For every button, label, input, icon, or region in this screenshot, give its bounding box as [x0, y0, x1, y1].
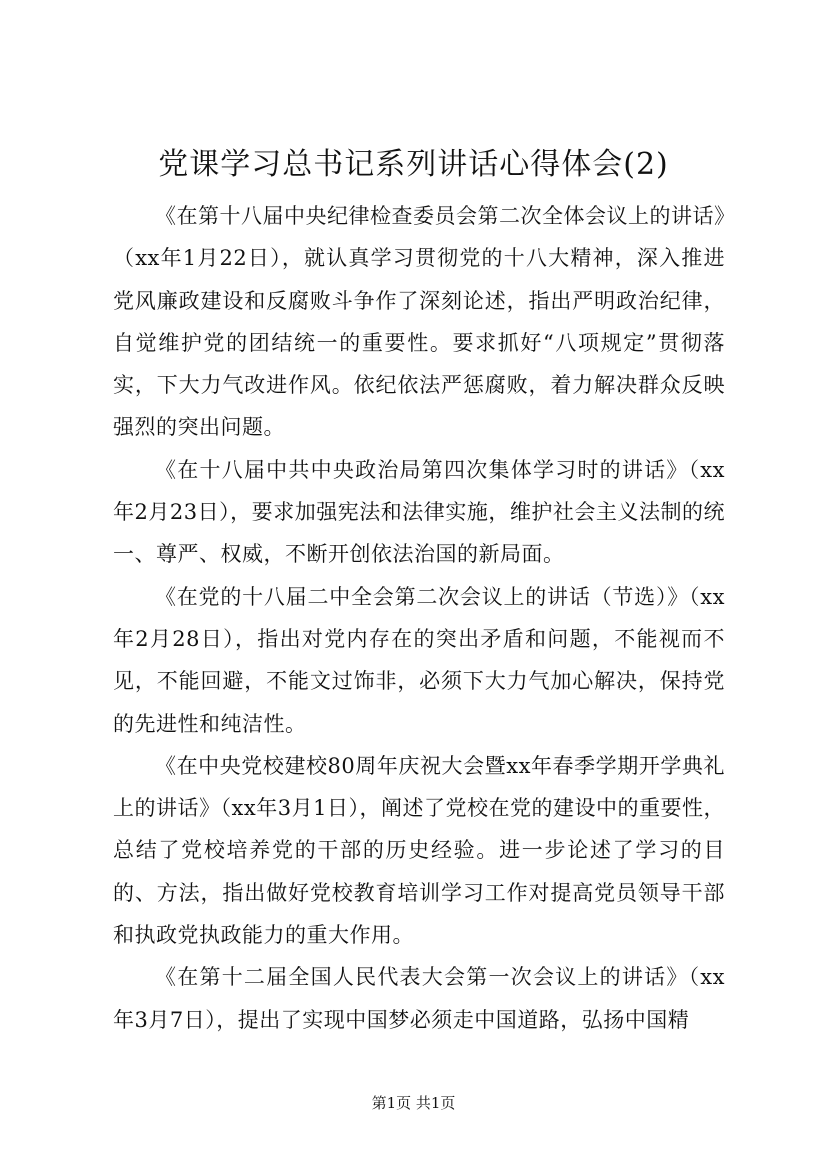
paragraph-1: 《在第十八届中央纪律检查委员会第二次全体会议上的讲话》（xx年1月22日），就认真学习贯彻党的十八大精神，深入推进党风廉政建设和反腐败斗争作了深刻论述，指出严明政治纪律，自觉维护党的团结统一的重要性。要求抓好“八项规定”贯彻落实，下大力气改进作风。依纪依法严惩腐败，着力解决群众反映强烈的突出问题。 — [113, 204, 725, 440]
document-body — [113, 195, 725, 1041]
document-title: 党课学习总书记系列讲话心得体会(2) — [158, 147, 669, 182]
paragraph-3: 《在党的十八届二中全会第二次会议上的讲话（节选）》（xx年2月28日），指出对党内存在的突出矛盾和问题，不能视而不见，不能回避，不能文过饰非，必须下大力气加心解决，保持党的先进性和纯洁性。 — [113, 584, 725, 736]
paragraph-2: 《在十八届中共中央政治局第四次集体学习时的讲话》（xx年2月23日），要求加强宪法和法律实施，维护社会主义法制的统一、尊严、权威，不断开创依法治国的新局面。 — [113, 457, 725, 567]
paragraph-4: 《在中央党校建校80周年庆祝大会暨xx年春季学期开学典礼上的讲话》（xx年3月1日），阐述了党校在党的建设中的重要性，总结了党校培养党的干部的历史经验。进一步论述了学习的目的、方法，指出做好党校教育培训学习工作对提高党员领导干部和执政党执政能力的重大作用。 — [113, 753, 725, 948]
page-footer: 第1页 共1页 — [371, 1094, 456, 1112]
paragraph-5: 《在第十二届全国人民代表大会第一次会议上的讲话》（xx年3月7日），提出了实现中国梦必须走中国道路，弘扬中国精 — [113, 965, 725, 1032]
